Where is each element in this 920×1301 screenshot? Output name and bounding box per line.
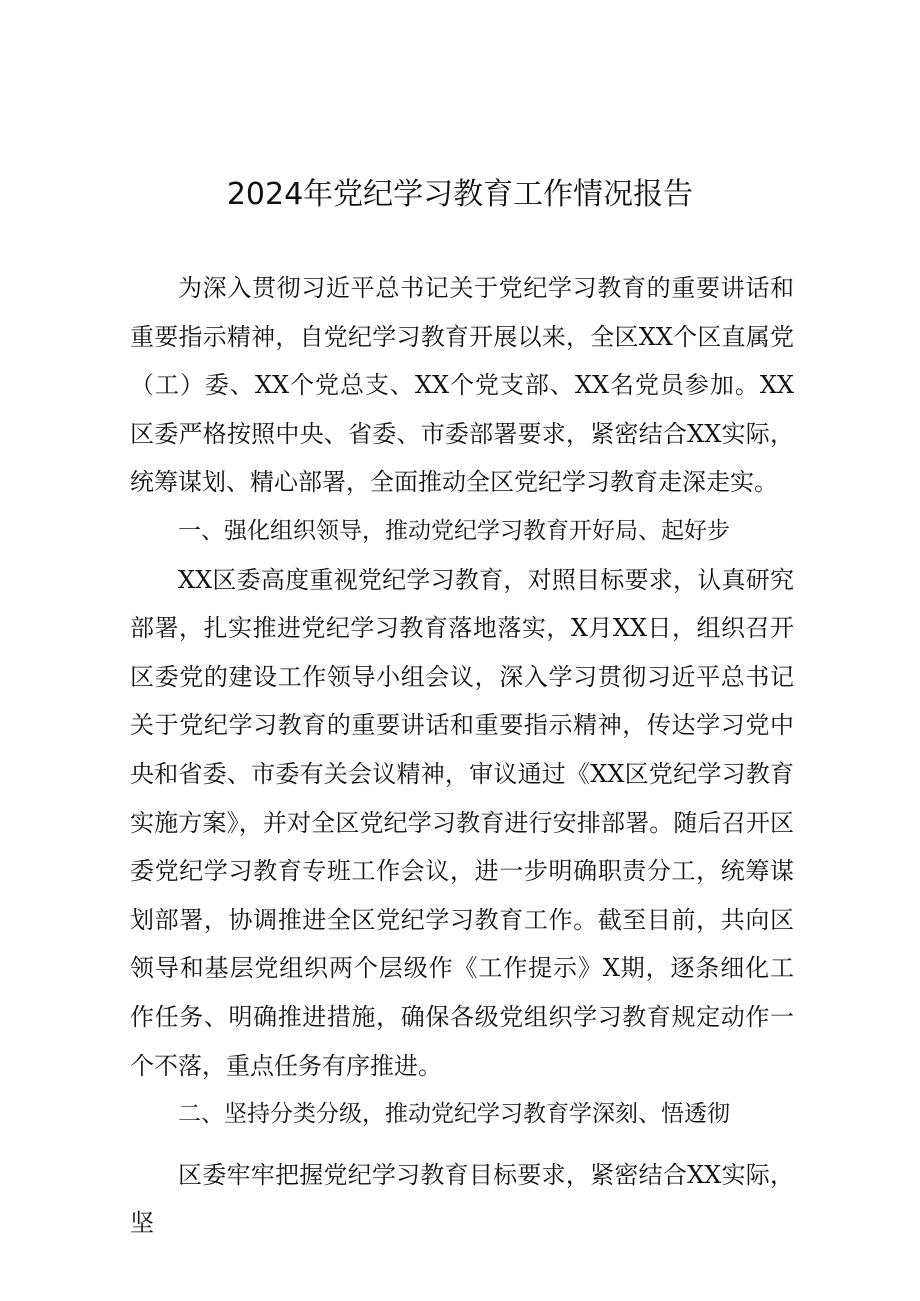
section-heading-2: 二、坚持分类分级，推动党纪学习教育学深刻、悟透彻 bbox=[178, 1101, 730, 1128]
section-heading-1: 一、强化组织领导，推动党纪学习教育开好局、起好步 bbox=[178, 517, 730, 544]
paragraph-section-2: 区委牢牢把握党纪学习教育目标要求，紧密结合XX实际，坚 bbox=[130, 1160, 794, 1238]
paragraph-section-1: XX区委高度重视党纪学习教育，对照目标要求，认真研究部署，扎实推进党纪学习教育落地落实，X月XX日，组织召开区委党的建设工作领导小组会议，深入学习贯彻习近平总书记关于党纪学习教育的重要讲话和重要指示精神，传达学习党中央和省委、市委有关会议精神，审议通过《XX区党纪学习教育实施方案》，并对全区党纪学习教育进行安排部署。随后召开区委党纪学习教育专班工作会议，进一步明确职责分工，统筹谋划部署，协调推进全区党纪学习教育工作。截至目前，共向区领导和基层党组织两个层级作《工作提示》X期，逐条细化工作任务、明确推进措施，确保各级党组织学习教育规定动作一个不落，重点任务有序推进。 bbox=[130, 565, 794, 1080]
document-title: 2024年党纪学习教育工作情况报告 bbox=[226, 177, 694, 212]
paragraph-intro: 为深入贯彻习近平总书记关于党纪学习教育的重要讲话和重要指示精神，自党纪学习教育开展以来，全区XX个区直属党（工）委、XX个党总支、XX个党支部、XX名党员参加。XX区委严格按照中央、省委、市委部署要求，紧密结合XX实际，统筹谋划、精心部署，全面推动全区党纪学习教育走深走实。 bbox=[130, 274, 794, 497]
document-body bbox=[130, 264, 794, 1248]
